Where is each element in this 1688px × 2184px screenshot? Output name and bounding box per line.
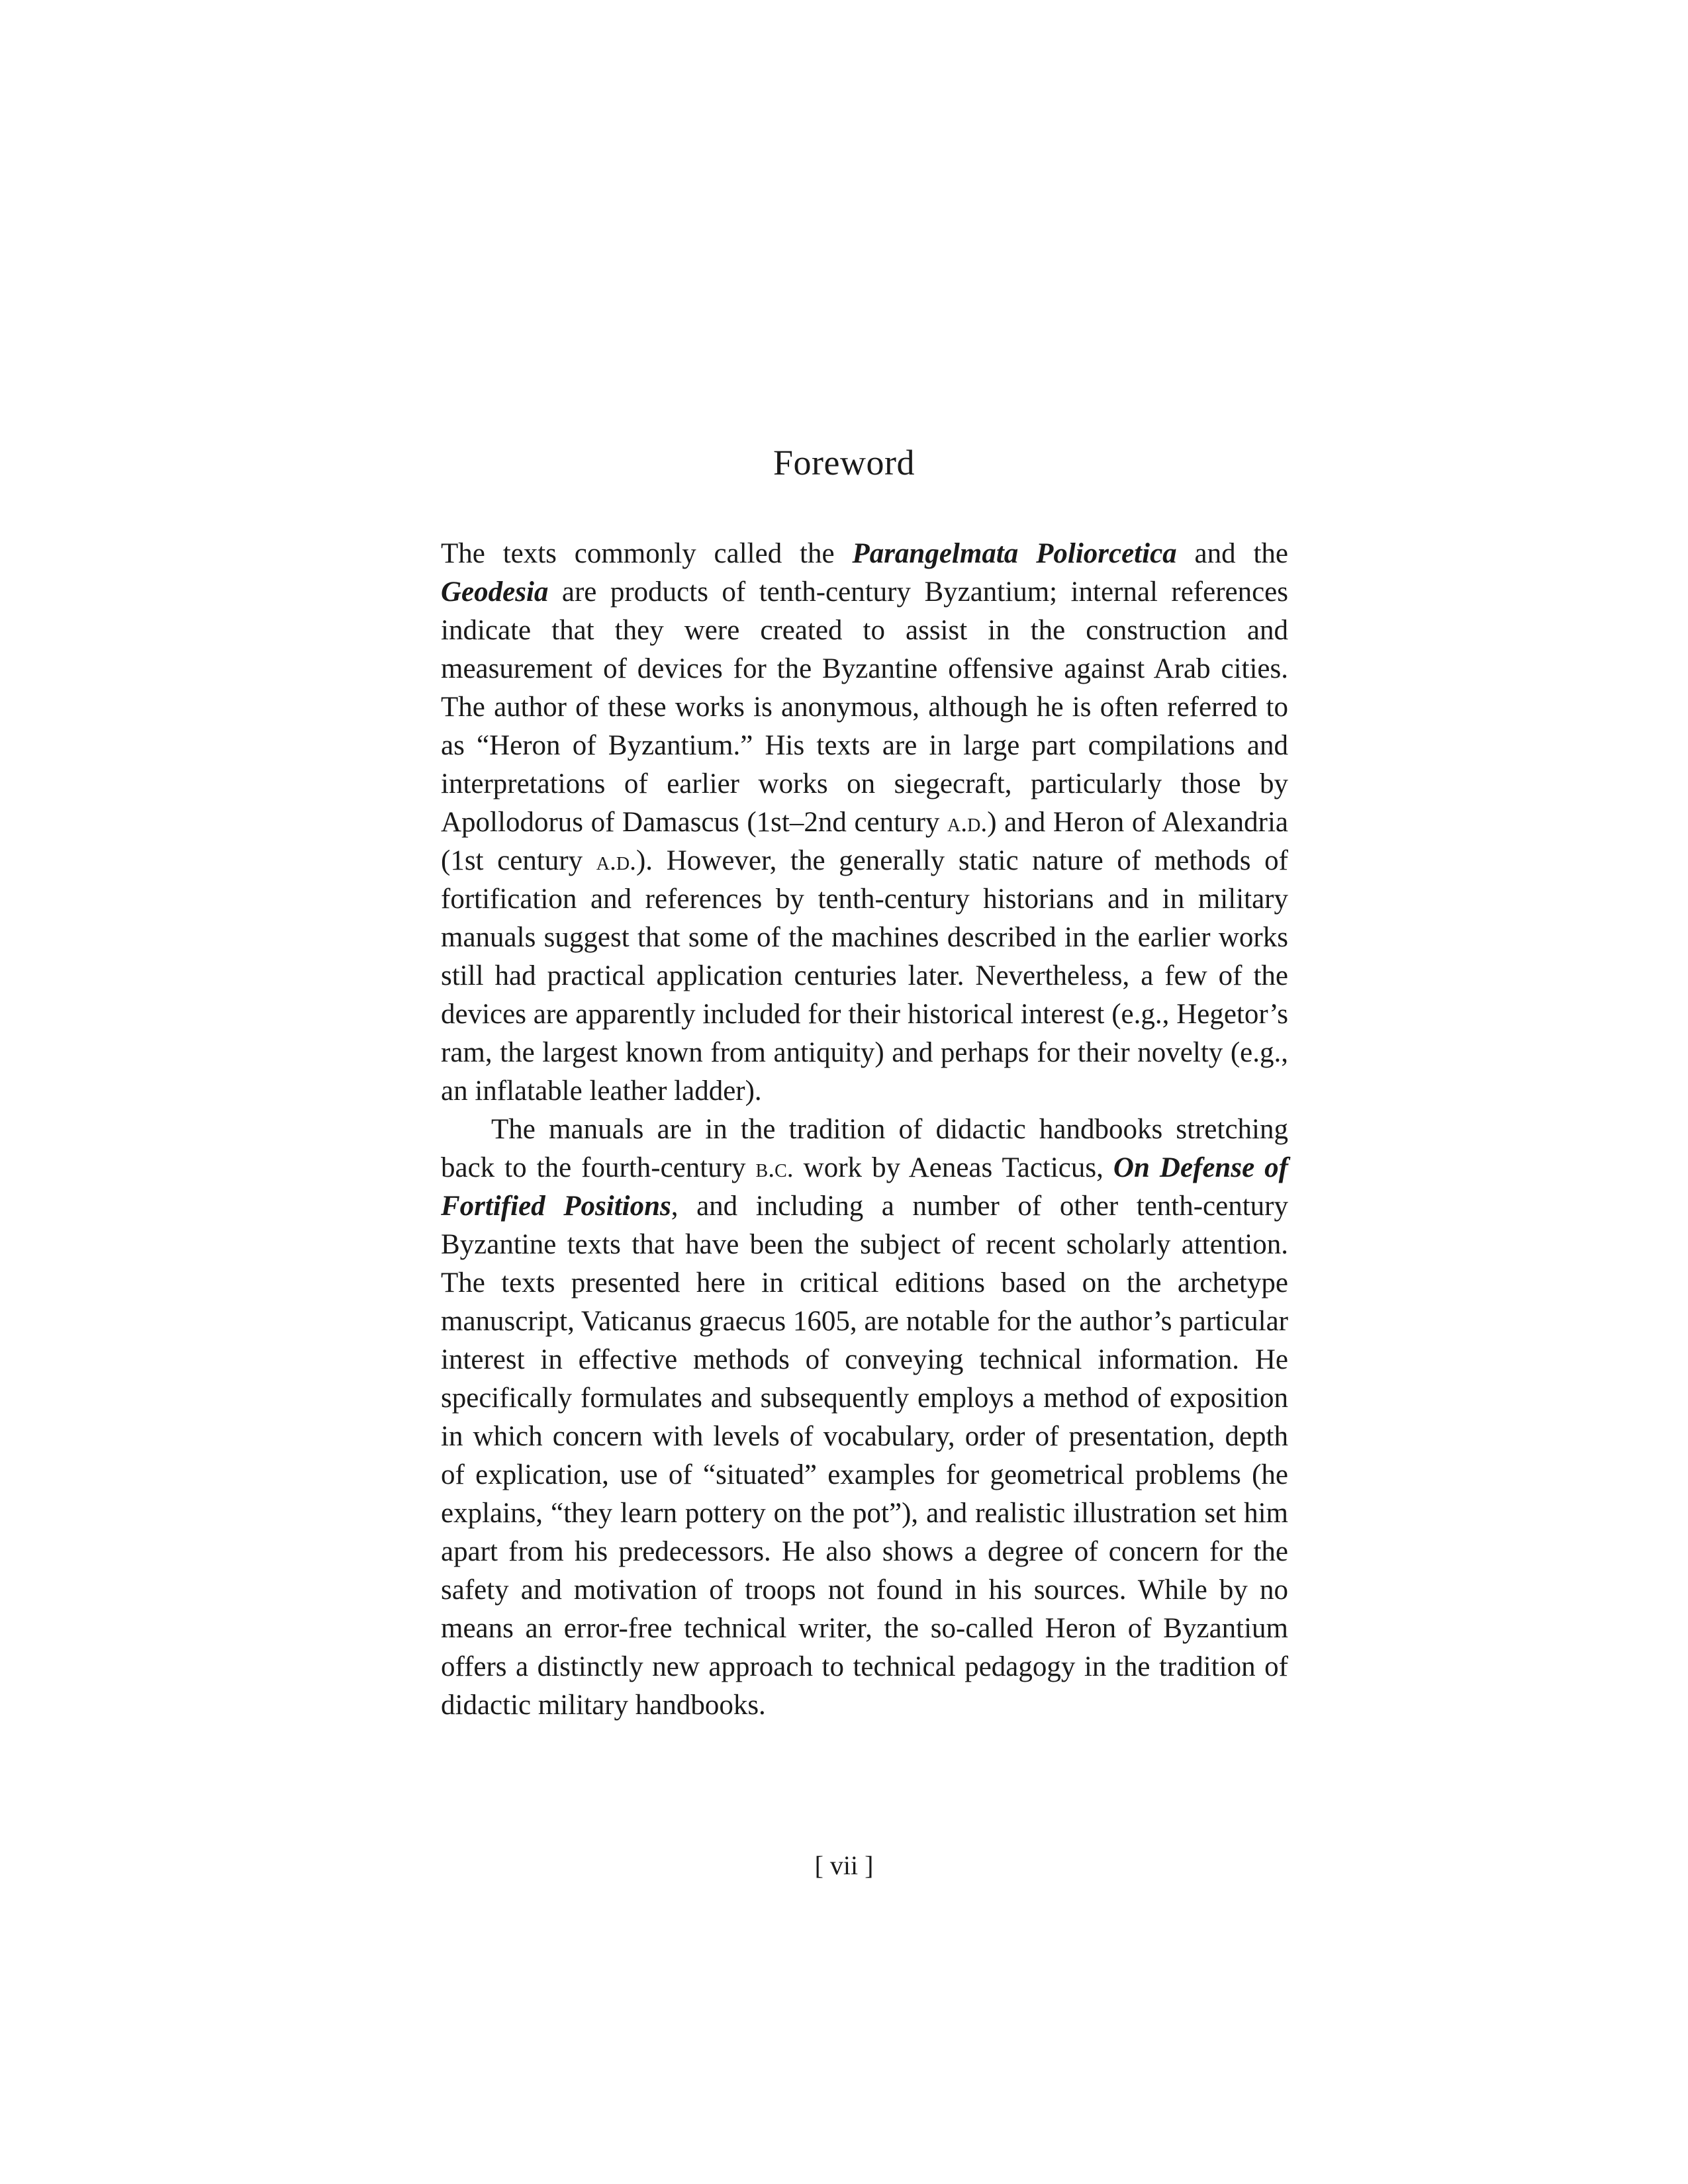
paragraph-2-text-1: The manuals are in the tradition of didactic handbooks stretching back to the fourth-century <box>441 1114 1288 1183</box>
page-number: [ vii ] <box>814 1850 874 1880</box>
paragraph-2 <box>441 1111 1288 1725</box>
paragraph-2-text-3: , and including a number of other tenth-century Byzantine texts that have been the subject of recent scholarly attention. The texts presented here in critical editions based on the archetype manuscript, Vaticanus graecus 1605, are notable for the author’s particular interest in effective methods of conveying technical information. He specifically formulates and subsequently employs a method of exposition in which concern with levels of vocabulary, order of presentation, depth of explication, use of “situated” examples for geometrical problems (he explains, “they learn pottery on the pot”), and realistic illustration set him apart from his predecessors. He also shows a degree of concern for the safety and motivation of troops not found in his sources. While by no means an error-free technical writer, the so-called Heron of Byzantium offers a distinctly new approach to technical pedagogy in the tradition of didactic military handbooks. <box>441 1191 1288 1721</box>
paragraph-1-text-5: ). However, the generally static nature of methods of fortification and references by tenth-century historians and in military manuals suggest that some of the machines described in the earlier works still had practical application centuries later. Nevertheless, a few of the devices are apparently included for their historical interest (e.g., Hegetor’s ram, the largest known from antiquity) and perhaps for their novelty (e.g., an inflatable leather ladder). <box>441 845 1289 1107</box>
era-abbrev: b.c. <box>755 1154 794 1183</box>
paragraph-2-text-2: work by Aeneas Tacticus, <box>793 1152 1113 1183</box>
title-parangelmata: Parangelmata Poliorcetica <box>852 538 1177 569</box>
title-on-defense: On Defense of Fortified Positions <box>441 1152 1288 1222</box>
paragraph-1 <box>441 535 1288 1111</box>
paragraph-1-text-3: are products of tenth-century Byzantium; internal references indicate that they were created to assist in the construction and measurement of devices for the Byzantine offensive against Arab cities. The author of these works is anonymous, although he is often referred to as “Heron of Byzantium.” His texts are in large part compilations and interpretations of earlier works on siegecraft, particularly those by Apollodorus of Damascus (1st–2nd century <box>441 576 1288 838</box>
paragraph-1-text-1: The texts commonly called the <box>441 538 853 569</box>
page-title: Foreword <box>773 443 915 482</box>
era-abbrev: a.d. <box>596 846 636 876</box>
foreword-body <box>441 535 1288 1725</box>
paragraph-1-text-4: ) and Heron of Alexandria (1st century <box>441 807 1288 876</box>
era-abbrev: a.d. <box>947 808 988 837</box>
paragraph-1-text-2: and the <box>1176 538 1288 569</box>
title-geodesia: Geodesia <box>441 576 549 608</box>
